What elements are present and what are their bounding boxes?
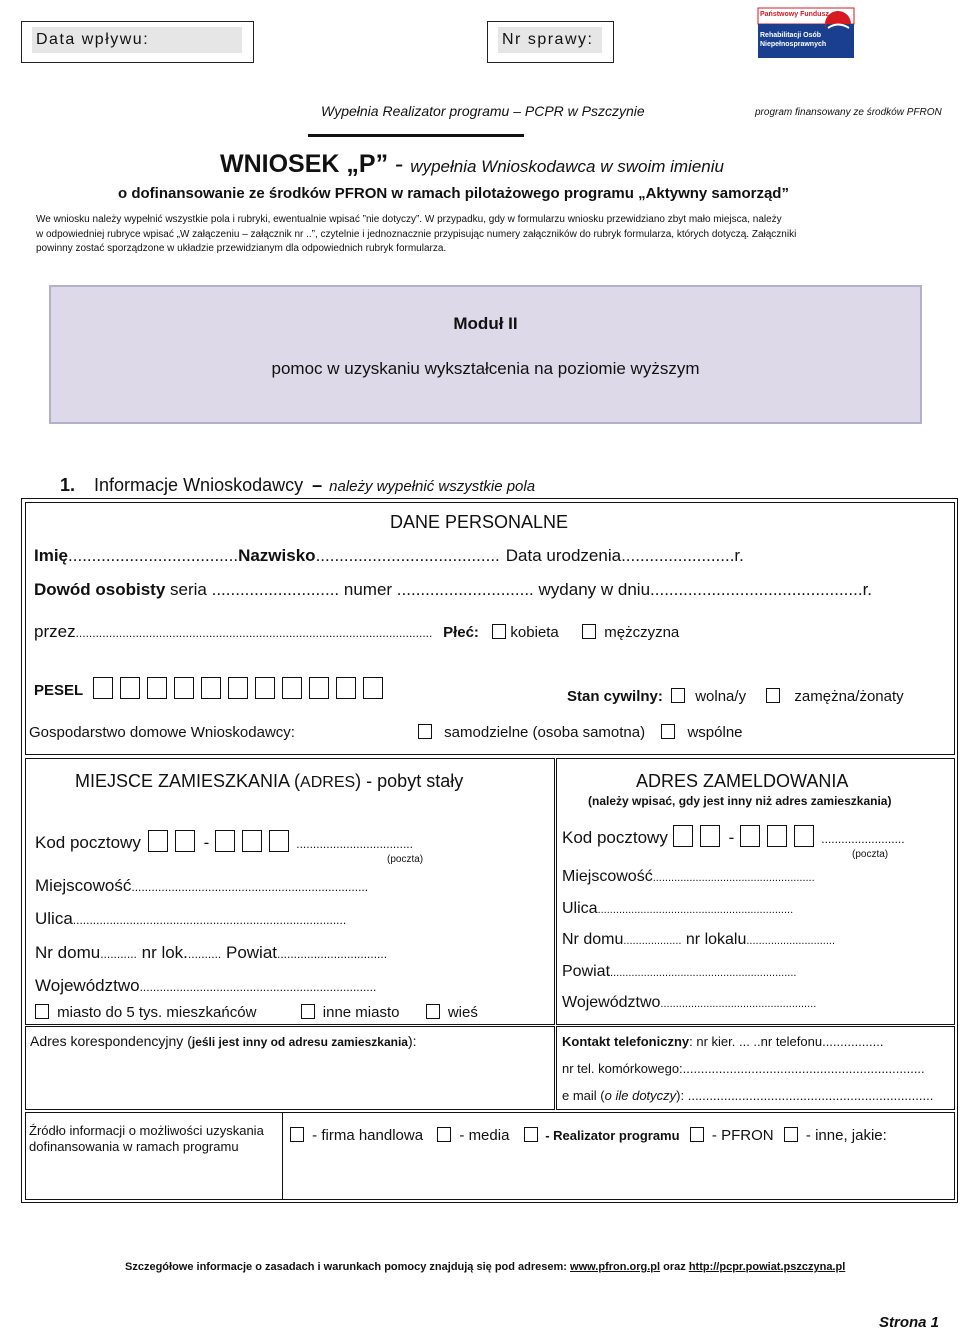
z-poczta-label: (poczta) [852, 849, 889, 860]
dowod-label: Dowód osobisty [34, 580, 166, 599]
email-a: e mail ( [562, 1088, 605, 1103]
miasto5-label: miasto do 5 tys. mieszkańców [57, 1004, 257, 1021]
m-nr-domu-field[interactable]: ........... [100, 947, 137, 961]
przez-row [34, 622, 679, 642]
pesel-digit-10[interactable] [336, 677, 356, 699]
numer-label: numer [343, 580, 393, 599]
nr-sprawy-box [487, 21, 614, 63]
media-label: - media [455, 1127, 510, 1144]
zamezna-label: zamężna/żonaty [794, 688, 904, 705]
inne-jakie-checkbox[interactable] [784, 1127, 798, 1142]
modul-subtitle: pomoc w uzyskaniu wykształcenia na poziomie wyższym [271, 359, 700, 378]
miejsce-header-a: MIEJSCE ZAMIESZKANIA ( [75, 771, 301, 791]
z-nr-lokalu-label: nr lokalu [685, 931, 747, 948]
zrodlo-options [290, 1127, 887, 1144]
z-kod-digit-1[interactable] [673, 825, 693, 847]
korespondencja-label [30, 1033, 417, 1049]
seria-field[interactable]: ........................... [211, 580, 340, 599]
data-urodzenia-field[interactable]: ........................r. [621, 546, 744, 565]
pesel-digit-6[interactable] [228, 677, 248, 699]
numer-field[interactable]: ............................. [396, 580, 534, 599]
z-ulica-label: Ulica [562, 900, 598, 917]
mezczyzna-checkbox[interactable] [582, 624, 596, 639]
z-wojewodztwo-row [562, 994, 816, 1012]
m-kod-label: Kod pocztowy [35, 833, 141, 852]
korespondencja-a: Adres korespondencyjny ( [30, 1033, 192, 1049]
m-ulica-label: Ulica [35, 909, 73, 928]
realizator-label: - Realizator programu [541, 1128, 680, 1143]
inne-miasto-checkbox[interactable] [301, 1004, 315, 1019]
z-wojewodztwo-field[interactable]: ................................................... [660, 998, 817, 1010]
title-sub: wypełnia Wnioskodawca w swoim imieniu [410, 157, 724, 176]
footer-oraz: oraz [663, 1261, 686, 1273]
firma-checkbox[interactable] [290, 1127, 304, 1142]
m-poczta-field[interactable]: ................................... [296, 837, 413, 851]
wydany-label: wydany w dniu [538, 580, 651, 599]
m-miejscowosc-row [35, 876, 368, 896]
m-kod-digit-3[interactable] [215, 830, 235, 852]
name-row [34, 546, 744, 566]
m-typ-row [35, 1004, 478, 1021]
kontakt-komorkowy[interactable]: nr tel. komórkowego:................................................................... [562, 1061, 925, 1076]
form-subtitle: o dofinansowanie ze środków PFRON w ramach pilotażowego programu „Aktywny samorząd” [118, 185, 789, 202]
section-1-title: Informacje Wnioskodawcy [94, 475, 304, 495]
m-nr-lok-label: nr lok. [141, 943, 188, 962]
instructions-line-2: w odpowiedniej rubryce wpisać „W załączeniu – załącznik nr ..”, czytelnie i jednoznacznie przypisując numery załączników do rubryk formularza, których dotyczą. Załączniki [36, 229, 797, 240]
pfron-label: - PFRON [707, 1127, 774, 1144]
section-1-heading [60, 475, 535, 496]
m-wojewodztwo-field[interactable]: ....................................................................... [139, 980, 377, 994]
nr-sprawy-label: Nr sprawy: [498, 27, 602, 53]
nazwisko-label: Nazwisko [238, 546, 316, 565]
dane-personalne-header: DANE PERSONALNE [390, 512, 569, 532]
data-wplywu-label: Data wpływu: [32, 27, 242, 53]
z-nr-lokalu-field[interactable]: ............................. [746, 935, 836, 947]
korespondencja-b: jeśli jest inny od adresu zamieszkania [191, 1035, 408, 1049]
title-dash: - [388, 150, 411, 178]
z-nr-domu-label: Nr domu [562, 931, 624, 948]
page-number: Strona 1 [879, 1314, 940, 1331]
m-kod-digit-1[interactable] [148, 830, 168, 852]
z-miejscowosc-field[interactable]: ..................................................... [652, 872, 815, 884]
m-miejscowosc-label: Miejscowość [35, 876, 132, 895]
m-ulica-field[interactable]: .................................................................................. [72, 913, 347, 927]
samodzielne-checkbox[interactable] [418, 724, 432, 739]
pesel-digit-1[interactable] [93, 677, 113, 699]
firma-label: - firma handlowa [308, 1127, 424, 1144]
przez-label: przez [34, 622, 76, 641]
footer-text [125, 1261, 845, 1273]
m-powiat-field[interactable]: ................................. [277, 947, 388, 961]
finansowany-note: program finansowany ze środków PFRON [755, 107, 942, 118]
gospodarstwo-options [418, 724, 743, 741]
data-urodzenia-label: Data urodzenia [505, 546, 622, 565]
stan-cywilny-row [567, 688, 904, 705]
miejsce-header [75, 771, 463, 792]
pesel-digit-11[interactable] [363, 677, 383, 699]
z-miejscowosc-label: Miejscowość [562, 868, 653, 885]
email-b: o ile dotyczy [604, 1088, 677, 1103]
z-kod-digit-5[interactable] [794, 825, 814, 847]
footer-link-pcpr[interactable]: http://pcpr.powiat.pszczyna.pl [688, 1261, 846, 1273]
logo-text-3: Niepełnosprawnych [760, 41, 827, 48]
z-kod-label: Kod pocztowy [562, 828, 668, 847]
wolna-checkbox[interactable] [671, 688, 685, 703]
kobieta-checkbox[interactable] [492, 624, 506, 639]
data-wplywu-box [21, 21, 254, 63]
m-kod-digit-2[interactable] [175, 830, 195, 852]
z-powiat-label: Powiat [562, 963, 611, 980]
dowod-row [34, 580, 872, 600]
wspolne-checkbox[interactable] [661, 724, 675, 739]
pesel-digit-5[interactable] [201, 677, 221, 699]
z-powiat-field[interactable]: ............................................................. [610, 967, 797, 979]
zameldowanie-note: (należy wpisać, gdy jest inny niż adres zamieszkania) [588, 794, 892, 808]
miejsce-header-c: ) - pobyt stały [355, 771, 464, 791]
mezczyzna-label: mężczyzna [604, 624, 680, 641]
zrodlo-label-2: dofinansowania w ramach programu [29, 1139, 239, 1154]
z-kod-digit-4[interactable] [767, 825, 787, 847]
z-ulica-row [562, 900, 793, 918]
wolna-label: wolna/y [695, 688, 747, 705]
gospodarstwo-label: Gospodarstwo domowe Wnioskodawcy: [29, 724, 295, 741]
m-ulica-row [35, 909, 346, 929]
z-poczta-field[interactable]: ......................... [821, 832, 905, 846]
pesel-digit-8[interactable] [282, 677, 302, 699]
gospodarstwo-row [29, 724, 295, 741]
z-ulica-field[interactable]: ................................................................ [597, 904, 794, 916]
m-kod-dash-icon: - [203, 833, 210, 852]
m-wojewodztwo-label: Województwo [35, 976, 140, 995]
korespondencja-c: ): [407, 1033, 417, 1049]
realizator-checkbox[interactable] [524, 1127, 538, 1142]
zamezna-checkbox[interactable] [766, 688, 780, 703]
przez-field[interactable]: ........................................................................................................... [75, 626, 433, 640]
wies-label: wieś [447, 1004, 478, 1021]
inne-jakie-label: - inne, jakie: [801, 1127, 887, 1144]
m-wojewodztwo-row [35, 976, 376, 996]
m-kod-digit-5[interactable] [269, 830, 289, 852]
email-c[interactable]: ): .................................................................... [676, 1088, 934, 1103]
m-nr-row [35, 943, 387, 963]
footer-link-pfron[interactable]: www.pfron.org.pl [570, 1261, 661, 1273]
pfron-checkbox[interactable] [690, 1127, 704, 1142]
pesel-digit-3[interactable] [147, 677, 167, 699]
z-kod-digit-2[interactable] [700, 825, 720, 847]
zrodlo-label-1: Źródło informacji o możliwości uzyskania [29, 1123, 264, 1138]
title-main: WNIOSEK „P” [220, 150, 389, 178]
section-1-dash: – [312, 475, 323, 495]
pesel-row [34, 677, 390, 700]
pesel-label: PESEL [34, 682, 84, 699]
m-kod-row [35, 830, 413, 853]
z-miejscowosc-row [562, 868, 815, 886]
z-nr-domu-field[interactable]: ................... [623, 935, 682, 947]
pesel-digit-2[interactable] [120, 677, 140, 699]
z-nr-row [562, 931, 835, 949]
m-miejscowosc-field[interactable]: ....................................................................... [131, 880, 369, 894]
z-wojewodztwo-label: Województwo [562, 994, 661, 1011]
form-title [220, 150, 724, 179]
z-kod-digit-3[interactable] [740, 825, 760, 847]
section-1-note: należy wypełnić wszystkie pola [329, 478, 536, 495]
m-nr-lok-field[interactable]: .......... [187, 947, 222, 961]
samodzielne-label: samodzielne (osoba samotna) [444, 724, 646, 741]
header-rule [308, 134, 524, 137]
pfron-logo [756, 6, 856, 60]
stan-cywilny-label: Stan cywilny: [567, 688, 663, 705]
pesel-digit-4[interactable] [174, 677, 194, 699]
modul-box [49, 285, 922, 424]
zrodlo-options-box [282, 1112, 955, 1200]
imie-label: Imię [34, 546, 69, 565]
m-kod-digit-4[interactable] [242, 830, 262, 852]
inne-miasto-label: inne miasto [322, 1004, 400, 1021]
wspolne-label: wspólne [687, 724, 743, 741]
z-kod-dash-icon: - [728, 828, 735, 847]
z-powiat-row [562, 963, 796, 981]
footer-info: Szczegółowe informacje o zasadach i warunkach pomocy znajdują się pod adresem: [125, 1261, 567, 1273]
instructions-line-3: powinny zostać sporządzone w układzie przewidzianym dla odpowiednich rubryk formularza. [36, 243, 447, 254]
pesel-digit-7[interactable] [255, 677, 275, 699]
wies-checkbox[interactable] [426, 1004, 440, 1019]
m-powiat-label: Powiat [225, 943, 278, 962]
instructions-line-1: We wniosku należy wypełnić wszystkie pola i rubryki, ewentualnie wpisać ”nie dotyczy”. W przypadku, gdy w formularzu wniosku przewidziano zbyt mało miejsca, należy [36, 214, 782, 225]
miejsce-header-b: ADRES [300, 774, 356, 791]
seria-label: seria [170, 580, 207, 599]
media-checkbox[interactable] [437, 1127, 451, 1142]
z-kod-row [562, 825, 905, 848]
kontakt-kier-field[interactable]: : nr kier. ... ..nr telefonu................. [689, 1034, 884, 1049]
realizator-note: Wypełnia Realizator programu – PCPR w Pszczynie [321, 103, 645, 119]
m-poczta-label: (poczta) [387, 854, 424, 865]
pesel-digit-9[interactable] [309, 677, 329, 699]
kontakt-row-1 [562, 1034, 883, 1049]
kobieta-label: kobieta [510, 624, 559, 641]
nazwisko-field[interactable]: ....................................... [315, 546, 500, 565]
m-nr-domu-label: Nr domu [35, 943, 101, 962]
modul-title: Moduł II [453, 314, 518, 333]
logo-text-1: Państwowy Fundusz [760, 11, 829, 18]
plec-label: Płeć: [443, 624, 479, 641]
kontakt-email[interactable] [562, 1088, 933, 1103]
miasto5-checkbox[interactable] [35, 1004, 49, 1019]
imie-field[interactable]: .................................... [68, 546, 239, 565]
kontakt-label: Kontakt telefoniczny [562, 1034, 690, 1049]
logo-text-2: Rehabilitacji Osób [760, 32, 822, 39]
wydany-field[interactable]: .............................................r. [650, 580, 873, 599]
section-1-number: 1. [60, 475, 76, 495]
zameldowanie-header: ADRES ZAMELDOWANIA [636, 771, 849, 791]
